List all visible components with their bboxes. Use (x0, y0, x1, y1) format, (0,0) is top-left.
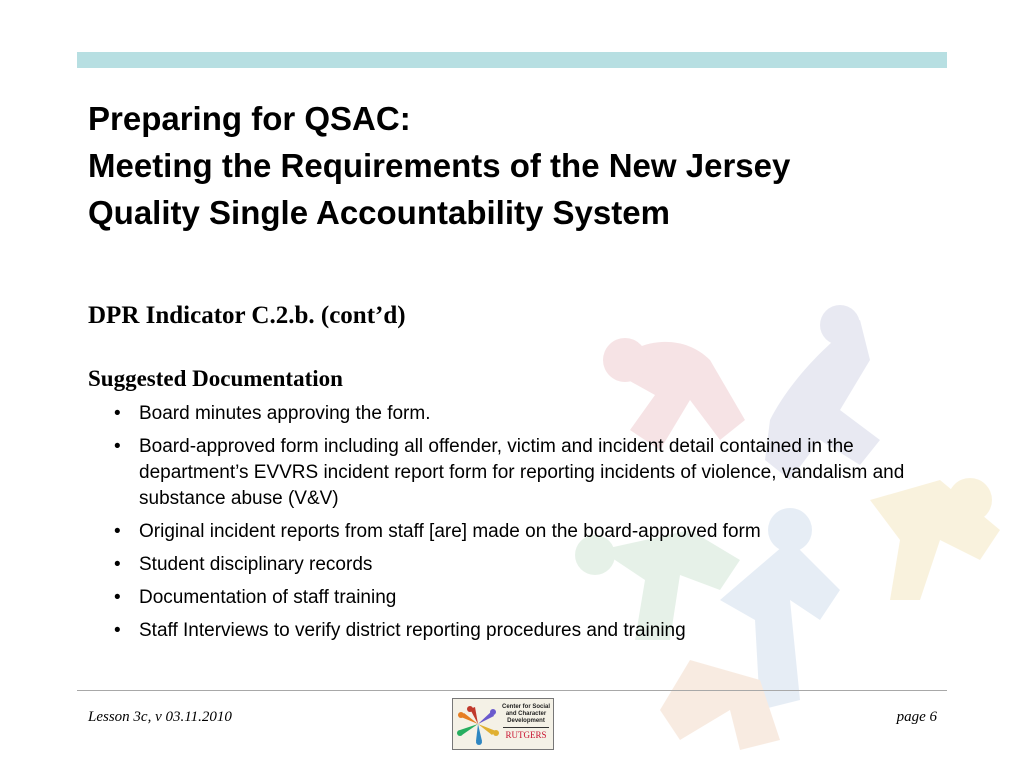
list-item: • Original incident reports from staff [are] made on the board-approved form (112, 519, 942, 545)
section-heading: Suggested Documentation (88, 366, 343, 391)
top-accent-bar (77, 52, 947, 68)
logo-line-2: and Character (505, 711, 547, 717)
logo-organization-name (500, 704, 552, 725)
title-line-3: Quality Single Accountability System (88, 194, 670, 231)
title-line-2: Meeting the Requirements of the New Jersey (88, 147, 791, 184)
center-logo (452, 698, 554, 750)
list-item: • Board minutes approving the form. (112, 401, 942, 427)
slide-subtitle: DPR Indicator C.2.b. (cont’d) (88, 302, 406, 329)
list-item: • Student disciplinary records (112, 552, 942, 578)
list-item: • Staff Interviews to verify district reporting procedures and training (112, 618, 942, 644)
list-item: • Documentation of staff training (112, 585, 942, 611)
title-line-1: Preparing for QSAC: (88, 100, 411, 137)
people-figures-icon (456, 703, 500, 745)
list-item: • Board-approved form including all offender, victim and incident detail contained in the department’s EVVRS incident report form for reporting incidents of violence, vandalism and substance abuse (V&V) (112, 434, 942, 512)
logo-line-1: Center for Social (501, 704, 550, 710)
logo-divider (503, 727, 549, 728)
logo-university: RUTGERS (505, 730, 547, 740)
footer-divider (77, 690, 947, 691)
footer-page-number: page 6 (896, 709, 937, 725)
slide-title (88, 95, 968, 236)
documentation-list (112, 401, 942, 651)
footer-lesson-label: Lesson 3c, v 03.11.2010 (88, 709, 232, 725)
logo-line-3: Development (507, 718, 545, 724)
